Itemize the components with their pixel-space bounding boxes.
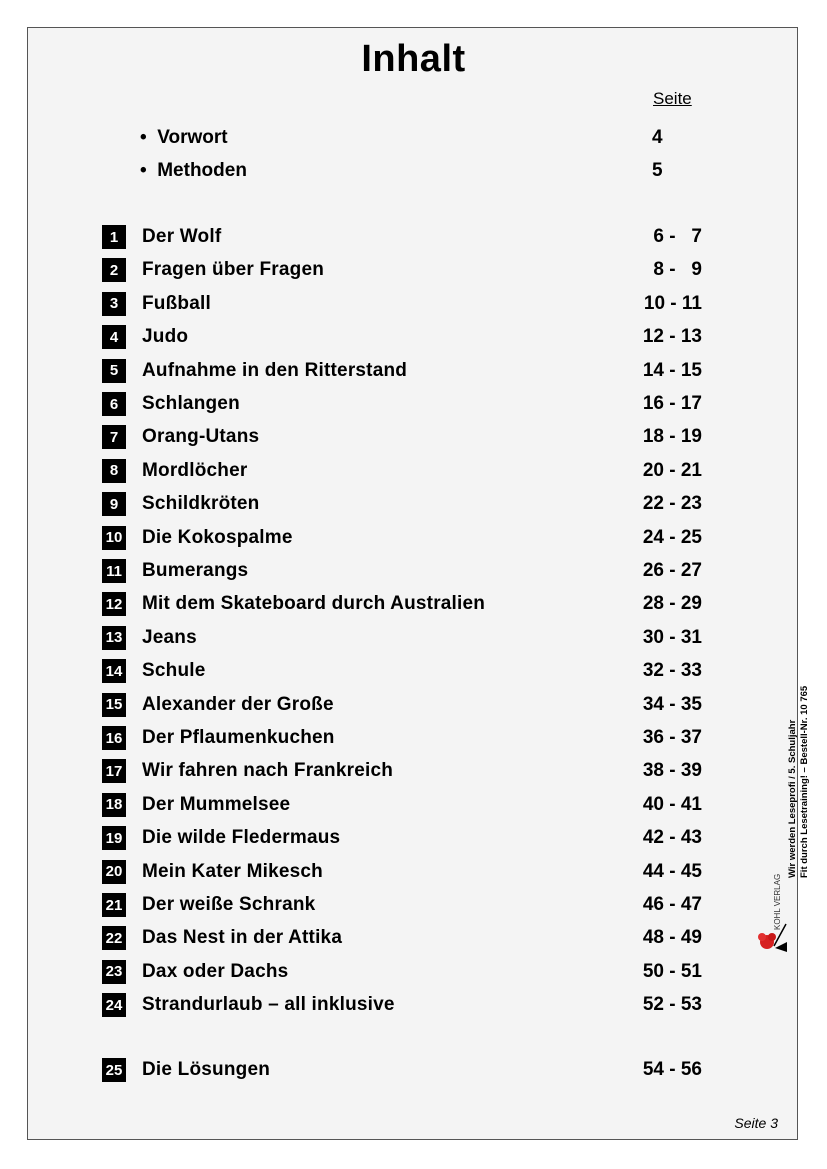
- chapter-pages: 20 - 21: [642, 459, 702, 481]
- chapter-pages: 24 - 25: [642, 526, 702, 548]
- toc-entry: [102, 1058, 712, 1082]
- toc-entry: [102, 592, 712, 616]
- intro-item-label: • Vorwort: [140, 127, 228, 148]
- chapter-number-badge: 25: [102, 1058, 126, 1082]
- chapter-number-badge: 2: [102, 258, 126, 282]
- chapter-number-badge: 14: [102, 659, 126, 683]
- chapter-pages: 32 - 33: [642, 660, 702, 682]
- chapter-number-badge: 23: [102, 960, 126, 984]
- chapter-title: Das Nest in der Attika: [142, 927, 343, 949]
- chapter-title: Wir fahren nach Frankreich: [142, 760, 394, 782]
- chapter-number-badge: 3: [102, 292, 126, 316]
- chapter-pages: 30 - 31: [642, 626, 702, 648]
- chapter-number-badge: 8: [102, 459, 126, 483]
- chapter-number-badge: 24: [102, 993, 126, 1017]
- chapter-number-badge: 4: [102, 325, 126, 349]
- chapter-pages: 16 - 17: [642, 393, 702, 414]
- chapter-number-badge: 15: [102, 693, 126, 717]
- toc-entry: [102, 425, 712, 449]
- chapter-number-badge: 9: [102, 492, 126, 516]
- toc-entry: [102, 893, 712, 917]
- chapter-number-badge: 12: [102, 592, 126, 616]
- page-number-footer: Seite 3: [734, 1115, 778, 1131]
- chapter-pages: 22 - 23: [642, 493, 702, 515]
- chapter-pages: 34 - 35: [642, 693, 702, 715]
- toc-entry: [102, 392, 712, 416]
- chapter-title: Schildkröten: [142, 493, 260, 515]
- chapter-title: Bumerangs: [142, 560, 249, 581]
- chapter-pages: 46 - 47: [642, 894, 702, 915]
- chapter-number-badge: 17: [102, 759, 126, 783]
- chapter-title: Judo: [142, 326, 189, 348]
- chapter-title: Schlangen: [142, 393, 240, 414]
- chapter-pages: 28 - 29: [642, 593, 702, 615]
- toc-entry: [102, 826, 712, 850]
- chapter-pages: 44 - 45: [642, 860, 702, 882]
- chapter-title: Fragen über Fragen: [142, 259, 325, 281]
- chapter-number-badge: 1: [102, 225, 126, 249]
- chapter-pages: 18 - 19: [642, 426, 702, 448]
- chapter-number-badge: 5: [102, 359, 126, 383]
- toc-entry: [102, 860, 712, 884]
- toc-entry: [102, 559, 712, 583]
- chapter-pages: 36 - 37: [642, 727, 702, 748]
- toc-entry: [102, 492, 712, 516]
- toc-entry: [102, 459, 712, 483]
- toc-entry: [102, 726, 712, 750]
- chapter-number-badge: 11: [102, 559, 126, 583]
- chapter-title: Der Mummelsee: [142, 793, 291, 815]
- chapter-number-badge: 18: [102, 793, 126, 817]
- toc-entry: [102, 693, 712, 717]
- chapter-title: Jeans: [142, 626, 197, 648]
- chapter-pages: 54 - 56: [642, 1059, 702, 1080]
- toc-entry: [102, 526, 712, 550]
- chapter-pages: 6 - 7: [653, 226, 702, 247]
- chapter-pages: 42 - 43: [642, 827, 702, 849]
- chapter-title: Schule: [142, 660, 206, 682]
- chapter-title: Fußball: [142, 292, 211, 314]
- toc-entry: [102, 258, 712, 282]
- seite-column-header: Seite: [653, 89, 692, 108]
- page-title: Inhalt: [361, 38, 466, 80]
- chapter-pages: 38 - 39: [642, 760, 702, 782]
- chapter-number-badge: 20: [102, 860, 126, 884]
- chapter-number-badge: 21: [102, 893, 126, 917]
- chapter-pages: 48 - 49: [642, 927, 702, 949]
- chapter-title: Die Kokospalme: [142, 526, 293, 548]
- toc-entry: [102, 759, 712, 783]
- publisher-info-line: Fit durch Lesetraining! – Bestell-Nr. 10 765: [799, 685, 810, 878]
- toc-entry: [102, 292, 712, 316]
- chapter-number-badge: 7: [102, 425, 126, 449]
- chapter-pages: 40 - 41: [642, 793, 702, 815]
- chapter-number-badge: 16: [102, 726, 126, 750]
- chapter-number-badge: 13: [102, 626, 126, 650]
- chapter-title: Alexander der Große: [142, 693, 334, 715]
- chapter-pages: 26 - 27: [642, 560, 702, 581]
- chapter-pages: 8 - 9: [653, 259, 702, 281]
- intro-item-page: 4: [652, 127, 663, 148]
- chapter-pages: 10 - 11: [643, 292, 702, 314]
- chapter-pages: 50 - 51: [642, 960, 702, 982]
- chapter-number-badge: 22: [102, 926, 126, 950]
- chapter-title: Dax oder Dachs: [142, 960, 289, 982]
- chapter-title: Mein Kater Mikesch: [142, 860, 323, 882]
- chapter-title: Orang-Utans: [142, 426, 260, 448]
- chapter-title: Aufnahme in den Ritterstand: [142, 359, 408, 381]
- publisher-info: [787, 686, 811, 878]
- toc-entry: [102, 993, 712, 1017]
- chapter-pages: 52 - 53: [642, 994, 702, 1016]
- toc-entry: [102, 960, 712, 984]
- chapter-title: Der weiße Schrank: [142, 894, 316, 915]
- toc-entry: [102, 793, 712, 817]
- chapter-title: Der Wolf: [142, 226, 222, 247]
- toc-entry: [102, 359, 712, 383]
- toc-entry: [102, 926, 712, 950]
- chapter-number-badge: 19: [102, 826, 126, 850]
- chapter-title: Die Lösungen: [142, 1059, 271, 1080]
- toc-entry: [102, 225, 712, 249]
- chapter-title: Mit dem Skateboard durch Australien: [142, 593, 486, 615]
- toc-entry: [102, 659, 712, 683]
- chapter-pages: 14 - 15: [642, 359, 702, 381]
- chapter-pages: 12 - 13: [642, 326, 702, 348]
- chapter-number-badge: 10: [102, 526, 126, 550]
- chapter-title: Mordlöcher: [142, 459, 248, 481]
- chapter-title: Strandurlaub – all inklusive: [142, 994, 395, 1016]
- logo-text: KOHL VERLAG: [773, 873, 782, 930]
- intro-item-label: • Methoden: [140, 160, 247, 181]
- toc-entry: [102, 626, 712, 650]
- chapter-title: Die wilde Fledermaus: [142, 827, 341, 849]
- intro-item-page: 5: [652, 160, 663, 181]
- publisher-info-line: Wir werden Leseprofi / 5. Schuljahr: [787, 719, 798, 878]
- chapter-number-badge: 6: [102, 392, 126, 416]
- toc-entry: [102, 325, 712, 349]
- chapter-title: Der Pflaumenkuchen: [142, 727, 335, 748]
